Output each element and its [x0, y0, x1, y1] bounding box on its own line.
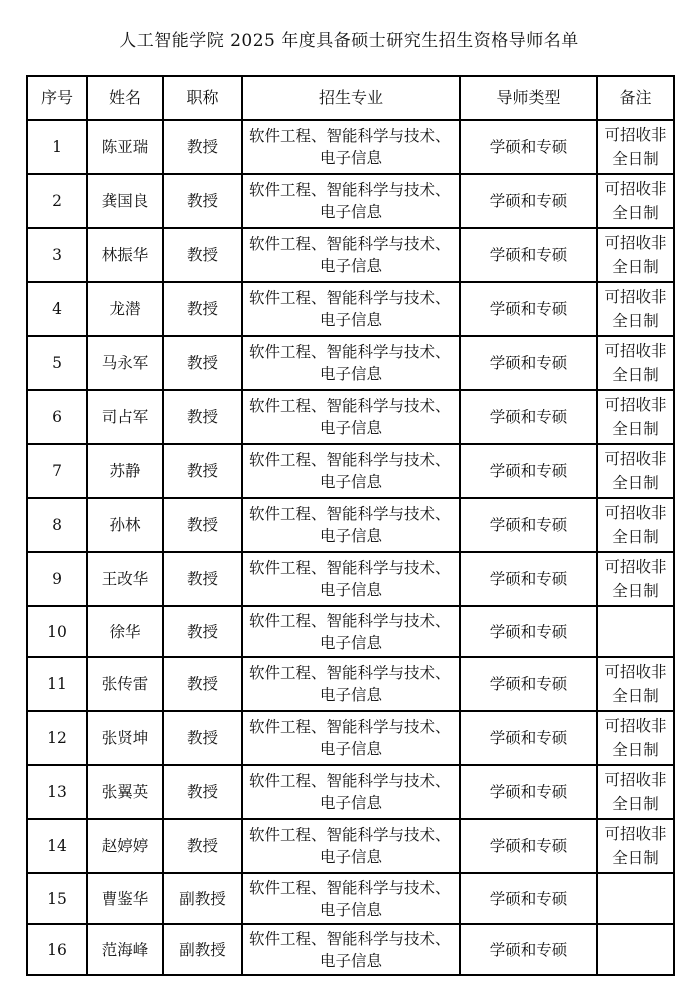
table-row [27, 174, 674, 228]
cell-rank: 教授 [163, 711, 242, 765]
major-line-2: 电子信息 [320, 473, 383, 491]
major-line-1: 软件工程、智能科学与技术、 [249, 505, 451, 523]
note-line-2: 全日制 [612, 582, 659, 600]
cell-note [597, 498, 674, 552]
major-line-1: 软件工程、智能科学与技术、 [249, 127, 451, 145]
table-row [27, 336, 674, 390]
major-line-2: 电子信息 [320, 848, 383, 866]
cell-type: 学硕和专硕 [460, 924, 597, 975]
header-rank: 职称 [163, 76, 242, 120]
cell-rank: 教授 [163, 174, 242, 228]
cell-note [597, 765, 674, 819]
cell-name: 张翼英 [87, 765, 163, 819]
cell-major [242, 873, 460, 924]
cell-rank: 教授 [163, 606, 242, 657]
cell-rank: 教授 [163, 498, 242, 552]
cell-rank: 教授 [163, 657, 242, 711]
header-index: 序号 [27, 76, 87, 120]
cell-index: 13 [27, 765, 87, 819]
cell-name: 徐华 [87, 606, 163, 657]
note-line-1: 可招收非 [604, 558, 667, 576]
note-line-1: 可招收非 [604, 234, 667, 252]
cell-major [242, 120, 460, 174]
major-line-2: 电子信息 [320, 951, 383, 970]
cell-note [597, 336, 674, 390]
table-row [27, 711, 674, 765]
note-line-2: 全日制 [612, 150, 659, 168]
note-line-2: 全日制 [612, 849, 659, 867]
table-row [27, 498, 674, 552]
major-line-2: 电子信息 [320, 900, 383, 919]
advisor-table [26, 75, 675, 976]
cell-note [597, 228, 674, 282]
note-line-2: 全日制 [612, 312, 659, 330]
cell-index: 11 [27, 657, 87, 711]
cell-index: 2 [27, 174, 87, 228]
major-line-1: 软件工程、智能科学与技术、 [249, 664, 451, 682]
major-line-2: 电子信息 [320, 686, 383, 704]
table-row [27, 228, 674, 282]
cell-index: 8 [27, 498, 87, 552]
cell-rank: 教授 [163, 444, 242, 498]
cell-major [242, 606, 460, 657]
cell-type: 学硕和专硕 [460, 336, 597, 390]
table-row [27, 282, 674, 336]
cell-note [597, 282, 674, 336]
cell-type: 学硕和专硕 [460, 552, 597, 606]
table-row [27, 390, 674, 444]
cell-major [242, 552, 460, 606]
major-line-2: 电子信息 [320, 203, 383, 221]
page-title: 人工智能学院 2025 年度具备硕士研究生招生资格导师名单 [119, 31, 579, 51]
cell-type: 学硕和专硕 [460, 606, 597, 657]
note-line-1: 可招收非 [604, 126, 667, 144]
cell-note [597, 174, 674, 228]
table-row [27, 552, 674, 606]
major-line-2: 电子信息 [320, 419, 383, 437]
cell-major [242, 390, 460, 444]
cell-note [597, 924, 674, 975]
cell-index: 9 [27, 552, 87, 606]
header-major: 招生专业 [242, 76, 460, 120]
cell-name: 龚国良 [87, 174, 163, 228]
cell-type: 学硕和专硕 [460, 711, 597, 765]
major-line-1: 软件工程、智能科学与技术、 [249, 878, 451, 897]
note-line-1: 可招收非 [604, 342, 667, 360]
cell-name: 张贤坤 [87, 711, 163, 765]
cell-name: 张传雷 [87, 657, 163, 711]
table-row [27, 606, 674, 657]
major-line-2: 电子信息 [320, 149, 383, 167]
cell-type: 学硕和专硕 [460, 390, 597, 444]
cell-index: 12 [27, 711, 87, 765]
cell-name: 孙林 [87, 498, 163, 552]
cell-rank: 副教授 [163, 924, 242, 975]
major-line-2: 电子信息 [320, 365, 383, 383]
cell-rank: 教授 [163, 390, 242, 444]
cell-index: 14 [27, 819, 87, 873]
major-line-2: 电子信息 [320, 527, 383, 545]
cell-major [242, 174, 460, 228]
cell-note [597, 606, 674, 657]
cell-note [597, 711, 674, 765]
cell-name: 司占军 [87, 390, 163, 444]
note-line-1: 可招收非 [604, 450, 667, 468]
note-line-2: 全日制 [612, 366, 659, 384]
cell-name: 范海峰 [87, 924, 163, 975]
cell-note [597, 390, 674, 444]
table-row [27, 873, 674, 924]
cell-type: 学硕和专硕 [460, 228, 597, 282]
cell-name: 赵婷婷 [87, 819, 163, 873]
note-line-1: 可招收非 [604, 717, 667, 735]
note-line-2: 全日制 [612, 687, 659, 705]
cell-note [597, 873, 674, 924]
note-line-2: 全日制 [612, 474, 659, 492]
major-line-1: 软件工程、智能科学与技术、 [249, 451, 451, 469]
note-line-1: 可招收非 [604, 771, 667, 789]
cell-note [597, 819, 674, 873]
table-row [27, 120, 674, 174]
cell-name: 陈亚瑞 [87, 120, 163, 174]
header-name: 姓名 [87, 76, 163, 120]
major-line-1: 软件工程、智能科学与技术、 [249, 718, 451, 736]
cell-rank: 教授 [163, 120, 242, 174]
cell-type: 学硕和专硕 [460, 657, 597, 711]
cell-note [597, 444, 674, 498]
note-line-2: 全日制 [612, 258, 659, 276]
major-line-2: 电子信息 [320, 633, 383, 652]
note-line-2: 全日制 [612, 795, 659, 813]
cell-index: 4 [27, 282, 87, 336]
cell-rank: 教授 [163, 282, 242, 336]
major-line-2: 电子信息 [320, 311, 383, 329]
note-line-1: 可招收非 [604, 663, 667, 681]
cell-index: 3 [27, 228, 87, 282]
cell-name: 林振华 [87, 228, 163, 282]
cell-name: 王改华 [87, 552, 163, 606]
cell-type: 学硕和专硕 [460, 765, 597, 819]
header-note: 备注 [597, 76, 674, 120]
major-line-1: 软件工程、智能科学与技术、 [249, 181, 451, 199]
cell-name: 马永军 [87, 336, 163, 390]
cell-major [242, 444, 460, 498]
note-line-1: 可招收非 [604, 396, 667, 414]
cell-index: 15 [27, 873, 87, 924]
cell-major [242, 282, 460, 336]
cell-type: 学硕和专硕 [460, 819, 597, 873]
note-line-2: 全日制 [612, 420, 659, 438]
cell-name: 龙潜 [87, 282, 163, 336]
cell-rank: 副教授 [163, 873, 242, 924]
major-line-1: 软件工程、智能科学与技术、 [249, 397, 451, 415]
table-header-row [27, 76, 674, 120]
major-line-1: 软件工程、智能科学与技术、 [249, 559, 451, 577]
cell-major [242, 657, 460, 711]
cell-rank: 教授 [163, 336, 242, 390]
note-line-1: 可招收非 [604, 288, 667, 306]
cell-type: 学硕和专硕 [460, 444, 597, 498]
cell-rank: 教授 [163, 765, 242, 819]
cell-index: 7 [27, 444, 87, 498]
cell-major [242, 336, 460, 390]
note-line-1: 可招收非 [604, 180, 667, 198]
cell-type: 学硕和专硕 [460, 174, 597, 228]
table-row [27, 924, 674, 975]
major-line-2: 电子信息 [320, 581, 383, 599]
header-type: 导师类型 [460, 76, 597, 120]
major-line-1: 软件工程、智能科学与技术、 [249, 343, 451, 361]
major-line-1: 软件工程、智能科学与技术、 [249, 235, 451, 253]
cell-index: 16 [27, 924, 87, 975]
cell-note [597, 657, 674, 711]
cell-type: 学硕和专硕 [460, 282, 597, 336]
major-line-2: 电子信息 [320, 740, 383, 758]
cell-type: 学硕和专硕 [460, 498, 597, 552]
cell-type: 学硕和专硕 [460, 120, 597, 174]
cell-type: 学硕和专硕 [460, 873, 597, 924]
cell-note [597, 120, 674, 174]
cell-note [597, 552, 674, 606]
note-line-2: 全日制 [612, 528, 659, 546]
cell-major [242, 711, 460, 765]
cell-index: 5 [27, 336, 87, 390]
cell-major [242, 819, 460, 873]
table-row [27, 819, 674, 873]
cell-name: 曹鉴华 [87, 873, 163, 924]
cell-major [242, 228, 460, 282]
major-line-1: 软件工程、智能科学与技术、 [249, 826, 451, 844]
note-line-2: 全日制 [612, 741, 659, 759]
cell-major [242, 498, 460, 552]
cell-rank: 教授 [163, 819, 242, 873]
cell-major [242, 924, 460, 975]
table-row [27, 444, 674, 498]
cell-rank: 教授 [163, 552, 242, 606]
cell-index: 6 [27, 390, 87, 444]
cell-name: 苏静 [87, 444, 163, 498]
major-line-1: 软件工程、智能科学与技术、 [249, 611, 451, 630]
major-line-1: 软件工程、智能科学与技术、 [249, 929, 451, 948]
cell-index: 1 [27, 120, 87, 174]
cell-major [242, 765, 460, 819]
major-line-2: 电子信息 [320, 794, 383, 812]
major-line-2: 电子信息 [320, 257, 383, 275]
table-row [27, 657, 674, 711]
note-line-1: 可招收非 [604, 504, 667, 522]
cell-rank: 教授 [163, 228, 242, 282]
cell-index: 10 [27, 606, 87, 657]
major-line-1: 软件工程、智能科学与技术、 [249, 289, 451, 307]
major-line-1: 软件工程、智能科学与技术、 [249, 772, 451, 790]
table-row [27, 765, 674, 819]
note-line-2: 全日制 [612, 204, 659, 222]
note-line-1: 可招收非 [604, 825, 667, 843]
